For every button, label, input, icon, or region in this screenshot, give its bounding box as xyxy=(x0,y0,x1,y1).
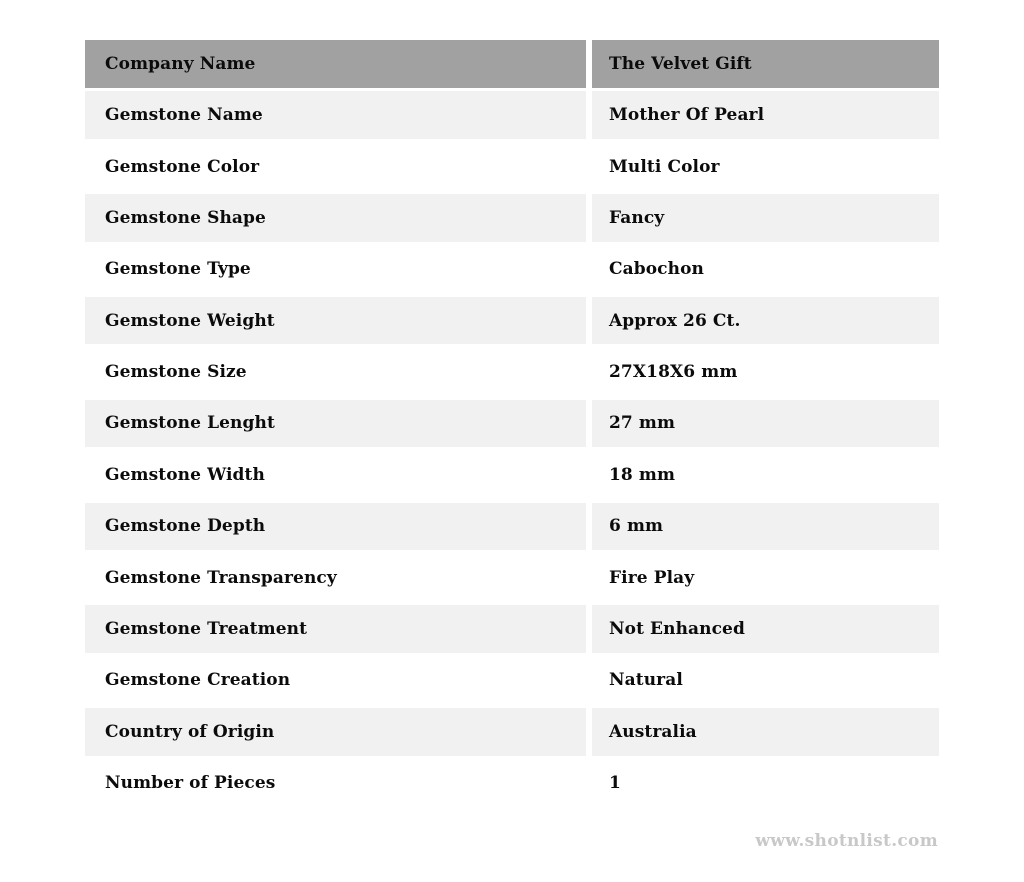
table-row xyxy=(85,297,939,345)
attribute-value-cell: Cabochon xyxy=(592,246,939,294)
table-row xyxy=(85,759,939,807)
attribute-label-cell: Gemstone Depth xyxy=(85,503,586,551)
attribute-label-cell: Gemstone Color xyxy=(85,143,586,191)
watermark-text: www.shotnlist.com xyxy=(755,831,938,851)
attribute-label-cell: Gemstone Treatment xyxy=(85,605,586,653)
attribute-value-cell: 6 mm xyxy=(592,503,939,551)
attribute-value-cell: 18 mm xyxy=(592,451,939,499)
table-body xyxy=(85,91,939,807)
attribute-value-cell: Natural xyxy=(592,657,939,705)
attribute-value-cell: 27X18X6 mm xyxy=(592,348,939,396)
table-row xyxy=(85,605,939,653)
attribute-value-cell: Multi Color xyxy=(592,143,939,191)
attribute-label-cell: Gemstone Shape xyxy=(85,194,586,242)
table-row xyxy=(85,246,939,294)
attribute-label-cell: Gemstone Transparency xyxy=(85,554,586,602)
table-row xyxy=(85,194,939,242)
table-row xyxy=(85,708,939,756)
table-row xyxy=(85,348,939,396)
attribute-value-cell: 1 xyxy=(592,759,939,807)
attribute-label-cell: Gemstone Width xyxy=(85,451,586,499)
attribute-label-cell: Gemstone Name xyxy=(85,91,586,139)
table-row xyxy=(85,400,939,448)
attribute-label-cell: Gemstone Weight xyxy=(85,297,586,345)
attribute-label-cell: Gemstone Type xyxy=(85,246,586,294)
attribute-value-cell: Australia xyxy=(592,708,939,756)
table-row xyxy=(85,503,939,551)
attribute-value-cell: Not Enhanced xyxy=(592,605,939,653)
attribute-label-cell: Gemstone Lenght xyxy=(85,400,586,448)
table-row xyxy=(85,451,939,499)
company-name-header-cell: Company Name xyxy=(85,40,586,88)
attribute-label-cell: Number of Pieces xyxy=(85,759,586,807)
attribute-label-cell: Country of Origin xyxy=(85,708,586,756)
table-row xyxy=(85,143,939,191)
table-row xyxy=(85,91,939,139)
attribute-value-cell: Mother Of Pearl xyxy=(592,91,939,139)
gemstone-spec-table xyxy=(85,40,939,807)
table-row xyxy=(85,554,939,602)
attribute-value-cell: 27 mm xyxy=(592,400,939,448)
table-header-row xyxy=(85,40,939,88)
attribute-value-cell: Approx 26 Ct. xyxy=(592,297,939,345)
attribute-value-cell: Fancy xyxy=(592,194,939,242)
company-name-value-cell: The Velvet Gift xyxy=(592,40,939,88)
attribute-value-cell: Fire Play xyxy=(592,554,939,602)
attribute-label-cell: Gemstone Size xyxy=(85,348,586,396)
attribute-label-cell: Gemstone Creation xyxy=(85,657,586,705)
table-row xyxy=(85,657,939,705)
